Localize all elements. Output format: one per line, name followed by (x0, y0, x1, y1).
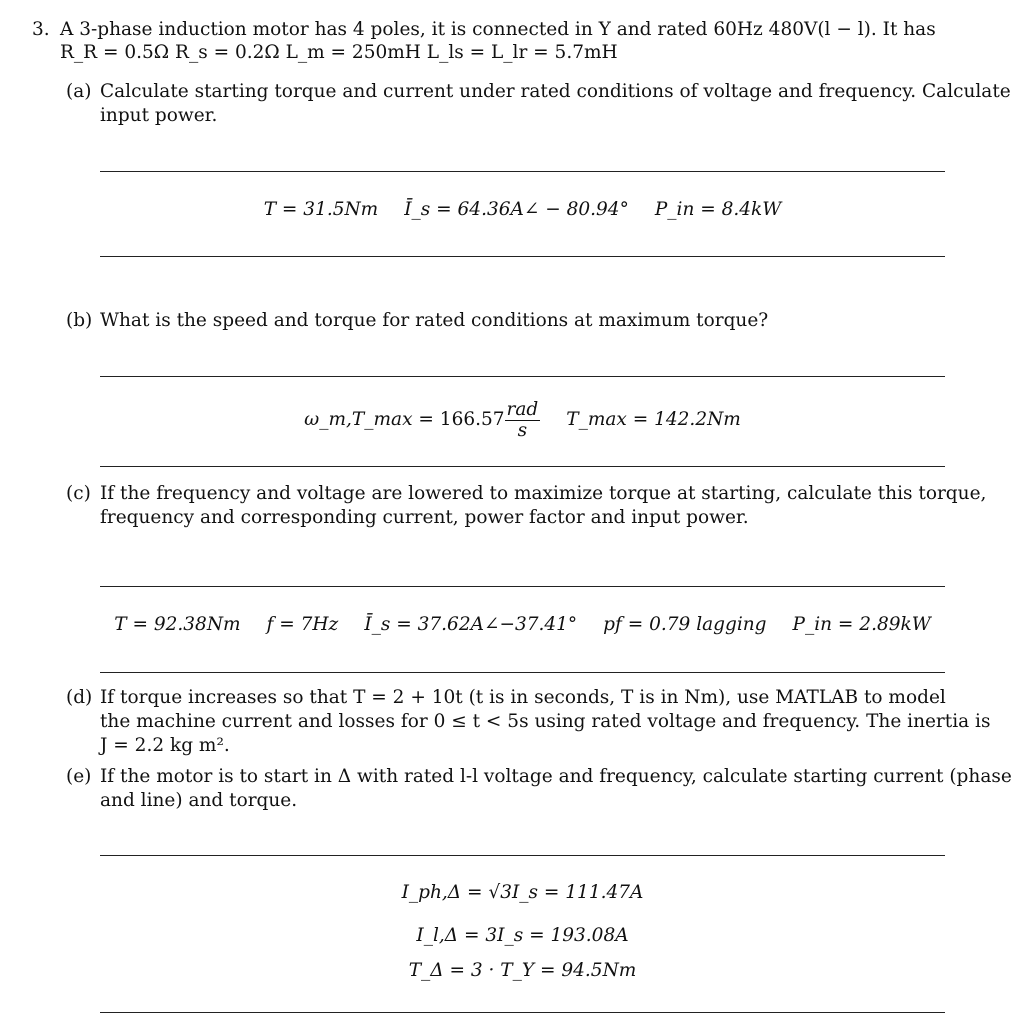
answer-rule (100, 586, 945, 587)
part-e-answer-line3: T_Δ = 3 · T_Y = 94.5Nm (408, 960, 637, 981)
answer-rule (100, 376, 945, 377)
part-a-question-line2: input power. (100, 105, 218, 126)
part-a-label: (a) (66, 81, 92, 102)
part-e-question-line1: If the motor is to start in Δ with rated l-l voltage and frequency, calculate starting current (phase (100, 766, 1012, 787)
part-c-label: (c) (66, 483, 91, 504)
part-c-question-line2: frequency and corresponding current, power factor and input power. (100, 507, 749, 528)
part-b-label: (b) (66, 310, 93, 331)
part-c-power: P_in = 2.89kW (792, 614, 931, 635)
part-d-label: (d) (66, 687, 93, 708)
problem-intro-line2: R_R = 0.5Ω R_s = 0.2Ω L_m = 250mH L_ls = L_lr = 5.7mH (60, 42, 618, 63)
part-b-speed-unit-den: s (517, 419, 528, 441)
part-b-torque: T_max = 142.2Nm (566, 409, 741, 430)
part-b-speed-unit-num: rad (506, 398, 539, 420)
part-c-question-line1: If the frequency and voltage are lowered to maximize torque at starting, calculate this torque, (100, 483, 987, 504)
part-a-torque: T = 31.5Nm (263, 199, 379, 220)
part-c-frequency: f = 7Hz (266, 614, 339, 635)
answer-rule (100, 672, 945, 673)
part-e-question-line2: and line) and torque. (100, 790, 298, 811)
part-b-speed-unit (505, 400, 541, 441)
part-a-power: P_in = 8.4kW (654, 199, 782, 220)
problem-number: 3. (32, 19, 50, 40)
answer-rule (100, 256, 945, 257)
part-b-answer (100, 398, 945, 442)
part-e-label: (e) (66, 766, 92, 787)
answer-rule (100, 171, 945, 172)
part-a-current: Ī_s = 64.36A∠ − 80.94° (404, 199, 629, 220)
part-e-answer-line1: I_ph,Δ = √3I_s = 111.47A (401, 882, 644, 903)
part-b-speed-value: = 166.57 (418, 409, 505, 430)
part-d-question-line3: J = 2.2 kg m². (100, 735, 230, 756)
part-a-answer (100, 198, 945, 222)
part-b-speed-lhs: ω_m,T_max (304, 409, 413, 430)
problem-intro-line1: A 3-phase induction motor has 4 poles, it is connected in Y and rated 60Hz 480V(l − l). It has (60, 19, 936, 40)
part-c-pf: pf = 0.79 lagging (603, 614, 767, 635)
part-e-answer-line2: I_l,Δ = 3I_s = 193.08A (416, 925, 629, 946)
part-b-question: What is the speed and torque for rated conditions at maximum torque? (100, 310, 769, 331)
part-c-current: Ī_s = 37.62A∠−37.41° (364, 614, 578, 635)
part-d-question-line2: the machine current and losses for 0 ≤ t < 5s using rated voltage and frequency. The inertia is (100, 711, 991, 732)
part-a-question-line1: Calculate starting torque and current under rated conditions of voltage and frequency. Calculate (100, 81, 1011, 102)
part-c-torque: T = 92.38Nm (114, 614, 241, 635)
part-d-question-line1: If torque increases so that T = 2 + 10t (t is in seconds, T is in Nm), use MATLAB to model (100, 687, 946, 708)
answer-rule (100, 1012, 945, 1013)
part-c-answer (100, 613, 945, 637)
answer-rule (100, 855, 945, 856)
answer-rule (100, 466, 945, 467)
